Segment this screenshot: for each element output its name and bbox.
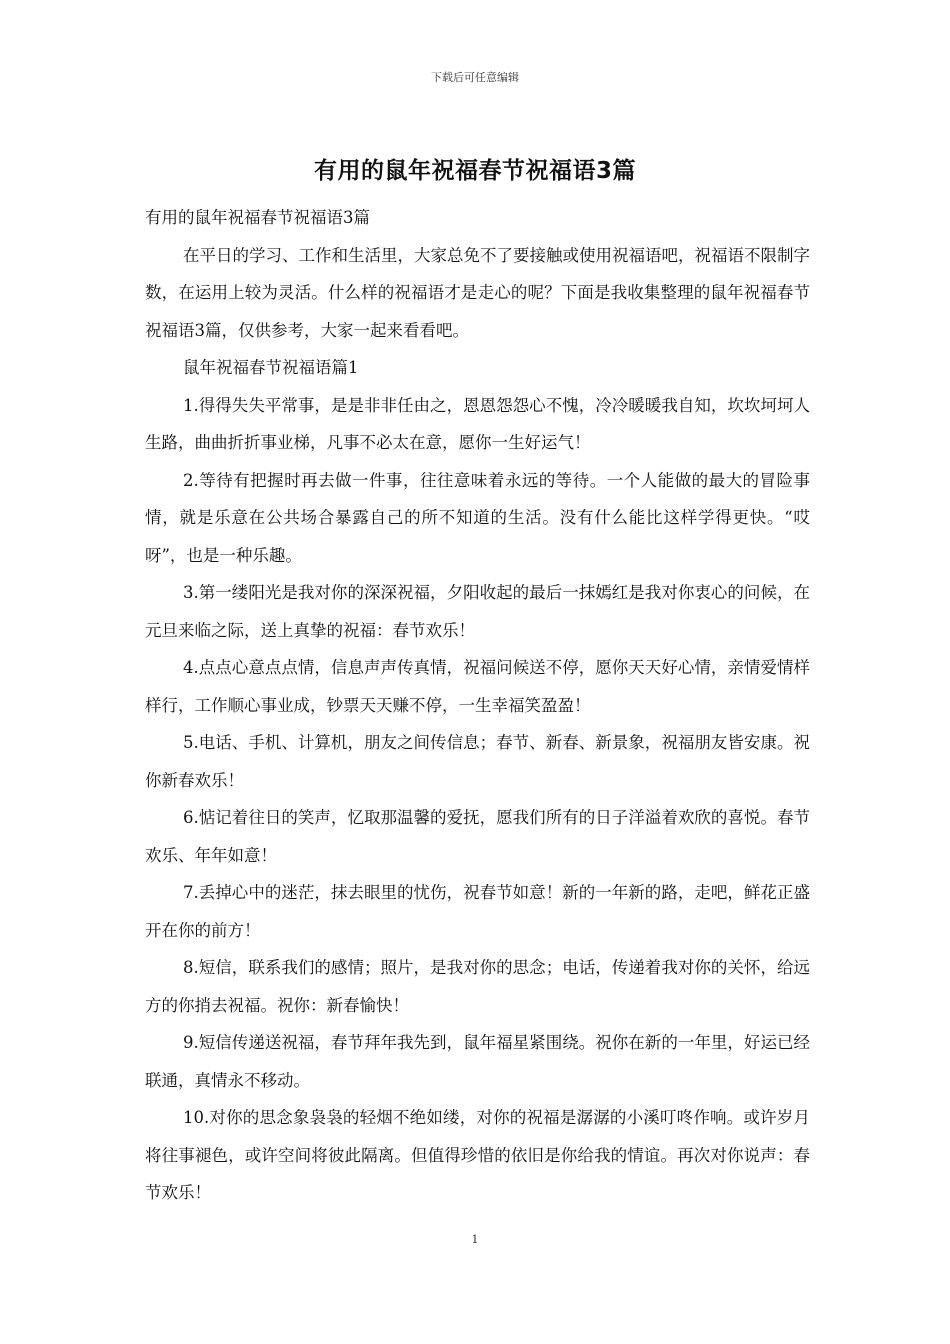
blessing-item-9: 9.短信传递送祝福，春节拜年我先到，鼠年福星紧围绕。祝你在新的一年里，好运已经联通，真情永不移动。 [145, 1033, 810, 1090]
blessing-item-3: 3.第一缕阳光是我对你的深深祝福，夕阳收起的最后一抹嫣红是我对你衷心的问候，在元旦来临之际，送上真挚的祝福：春节欢乐！ [145, 583, 810, 640]
document-title: 有用的鼠年祝福春节祝福语3篇 [313, 158, 636, 184]
document-subtitle: 有用的鼠年祝福春节祝福语3篇 [145, 208, 370, 227]
blessing-item-8: 8.短信，联系我们的感情；照片，是我对你的思念；电话，传递着我对你的关怀，给远方的你捎去祝福。祝你：新春愉快！ [145, 958, 810, 1015]
blessing-item-4: 4.点点心意点点情，信息声声传真情，祝福问候送不停，愿你天天好心情，亲情爱情样样行，工作顺心事业成，钞票天天赚不停，一生幸福笑盈盈！ [145, 658, 810, 715]
blessing-item-2: 2.等待有把握时再去做一件事，往往意味着永远的等待。一个人能做的最大的冒险事情，就是乐意在公共场合暴露自己的所不知道的生活。没有什么能比这样学得更快。“哎呀”，也是一种乐趣。 [145, 470, 810, 565]
blessing-item-10: 10.对你的思念象袅袅的轻烟不绝如缕，对你的祝福是潺潺的小溪叮咚作响。或许岁月将往事褪色，或许空间将彼此隔离。但值得珍惜的依旧是你给我的情谊。再次对你说声：春节欢乐！ [145, 1108, 810, 1202]
blessing-item-5: 5.电话、手机、计算机，朋友之间传信息；春节、新春、新景象，祝福朋友皆安康。祝你新春欢乐！ [145, 733, 810, 790]
blessing-item-1: 1.得得失失平常事，是是非非任由之，恩恩怨怨心不愧，冷冷暖暖我自知，坎坎坷坷人生路，曲曲折折事业梯，凡事不必太在意，愿你一生好运气！ [145, 395, 810, 452]
document-body [145, 199, 810, 1212]
intro-paragraph: 在平日的学习、工作和生活里，大家总免不了要接触或使用祝福语吧，祝福语不限制字数，在运用上较为灵活。什么样的祝福语才是走心的呢？下面是我收集整理的鼠年祝福春节祝福语3篇，仅供参考，大家一起来看看吧。 [145, 245, 810, 340]
blessing-item-6: 6.惦记着往日的笑声，忆取那温馨的爱抚，愿我们所有的日子洋溢着欢欣的喜悦。春节欢乐、年年如意！ [145, 808, 810, 865]
page-number: 1 [471, 1233, 479, 1246]
page-header-note: 下载后可任意编辑 [431, 71, 519, 84]
blessing-item-7: 7.丢掉心中的迷茫，抹去眼里的忧伤，祝春节如意！新的一年新的路，走吧，鲜花正盛开在你的前方！ [145, 883, 810, 940]
section-heading: 鼠年祝福春节祝福语篇1 [183, 358, 359, 377]
